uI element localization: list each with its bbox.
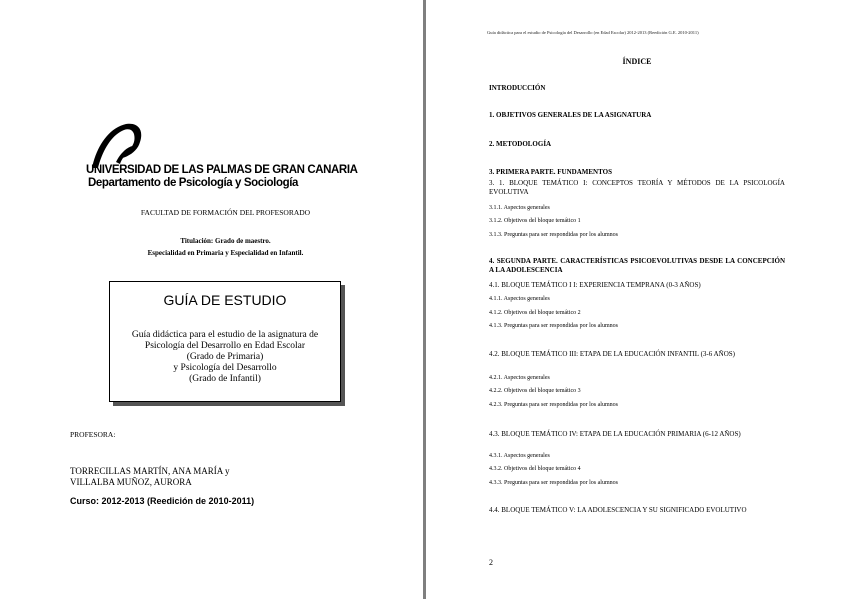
profesora-names — [70, 466, 230, 488]
guide-desc-line: (Grado de Primaria) — [186, 352, 264, 362]
titulacion-line: Titulación: Grado de maestro. — [180, 237, 271, 245]
profesora-name: TORRECILLAS MARTÍN, ANA MARÍA y — [70, 466, 230, 476]
toc-item[interactable]: 3.1.2. Objetivos del bloque temático 1 — [489, 218, 581, 224]
titulacion — [14, 235, 437, 259]
index-title: ÍNDICE — [622, 57, 652, 66]
guide-desc-line: Guía didáctica para el estudio de la asignatura de — [131, 330, 319, 340]
toc-item[interactable]: 4.2.3. Preguntas para ser respondidas por los alumnos — [489, 402, 618, 408]
course-line: Curso: 2012-2013 (Reedición de 2010-2011) — [70, 496, 255, 506]
toc-item[interactable]: INTRODUCCIÓN — [489, 84, 546, 92]
toc-item[interactable]: 3.1.1. Aspectos generales — [489, 205, 550, 211]
faculty-name: FACULTAD DE FORMACIÓN DEL PROFESORADO — [140, 208, 311, 217]
guide-desc-line: y Psicología del Desarrollo — [173, 363, 277, 373]
toc-item[interactable]: 4.3.2. Objetivos del bloque temático 4 — [489, 466, 581, 472]
toc-item[interactable]: 3. 1. BLOQUE TEMÁTICO I: CONCEPTOS TEORÍA Y MÉTODOS DE LA PSICOLOGÍA EVOLUTIVA — [489, 179, 785, 196]
right-page — [426, 0, 848, 599]
titulacion-line: Especialidad en Primaria y Especialidad en Infantil. — [147, 249, 304, 257]
toc-item[interactable]: 4.4. BLOQUE TEMÁTICO V: LA ADOLESCENCIA Y SU SIGNIFICADO EVOLUTIVO — [489, 506, 747, 514]
toc-item[interactable]: 4.3.1. Aspectos generales — [489, 453, 550, 459]
toc-item[interactable]: 2. METODOLOGÍA — [489, 140, 552, 148]
toc-item[interactable]: 4.2. BLOQUE TEMÁTICO III: ETAPA DE LA EDUCACIÓN INFANTIL (3-6 AÑOS) — [489, 350, 735, 358]
toc-item[interactable]: 4. SEGUNDA PARTE. CARACTERÍSTICAS PSICOEVOLUTIVAS DESDE LA CONCEPCIÓN A LA ADOLESCENCIA — [489, 257, 785, 274]
toc-item[interactable]: 4.2.2. Objetivos del bloque temático 3 — [489, 388, 581, 394]
guide-box — [109, 281, 341, 402]
guide-desc-line: (Grado de Infantil) — [189, 374, 261, 384]
guide-desc-line: Psicología del Desarrollo en Edad Escolar — [144, 341, 306, 351]
toc-item[interactable]: 4.3.3. Preguntas para ser respondidas por los alumnos — [489, 480, 618, 486]
toc-item[interactable]: 1. OBJETIVOS GENERALES DE LA ASIGNATURA — [489, 111, 652, 119]
profesora-name: VILLALBA MUÑOZ, AURORA — [70, 477, 192, 487]
toc-item[interactable]: 3. PRIMERA PARTE. FUNDAMENTOS — [489, 168, 612, 176]
toc-item[interactable]: 4.1. BLOQUE TEMÁTICO I I: EXPERIENCIA TEMPRANA (0-3 AÑOS) — [489, 281, 701, 289]
toc-item[interactable]: 4.3. BLOQUE TEMÁTICO IV: ETAPA DE LA EDUCACIÓN PRIMARIA (6-12 AÑOS) — [489, 430, 741, 438]
toc-item[interactable]: 4.1.1. Aspectos generales — [489, 296, 550, 302]
toc-item[interactable]: 4.2.1. Aspectos generales — [489, 375, 550, 381]
profesora-label: PROFESORA: — [70, 430, 116, 439]
guide-title: GUÍA DE ESTUDIO — [163, 292, 287, 308]
toc-item[interactable]: 3.1.3. Preguntas para ser respondidas por los alumnos — [489, 232, 618, 238]
guide-description — [110, 330, 340, 385]
toc-item[interactable]: 4.1.2. Objetivos del bloque temático 2 — [489, 310, 581, 316]
department-name: Departamento de Psicología y Sociología — [88, 177, 298, 189]
university-name: UNIVERSIDAD DE LAS PALMAS DE GRAN CANARIA — [86, 164, 358, 176]
running-head: Guía didáctica para el estudio de Psicología del Desarrollo (en Edad Escolar) 2012-2013 (Reedición G.E. 2010-2011) — [487, 30, 699, 35]
page-number: 2 — [489, 558, 493, 567]
left-page — [0, 0, 423, 599]
toc-item[interactable]: 4.1.3. Preguntas para ser respondidas por los alumnos — [489, 323, 618, 329]
